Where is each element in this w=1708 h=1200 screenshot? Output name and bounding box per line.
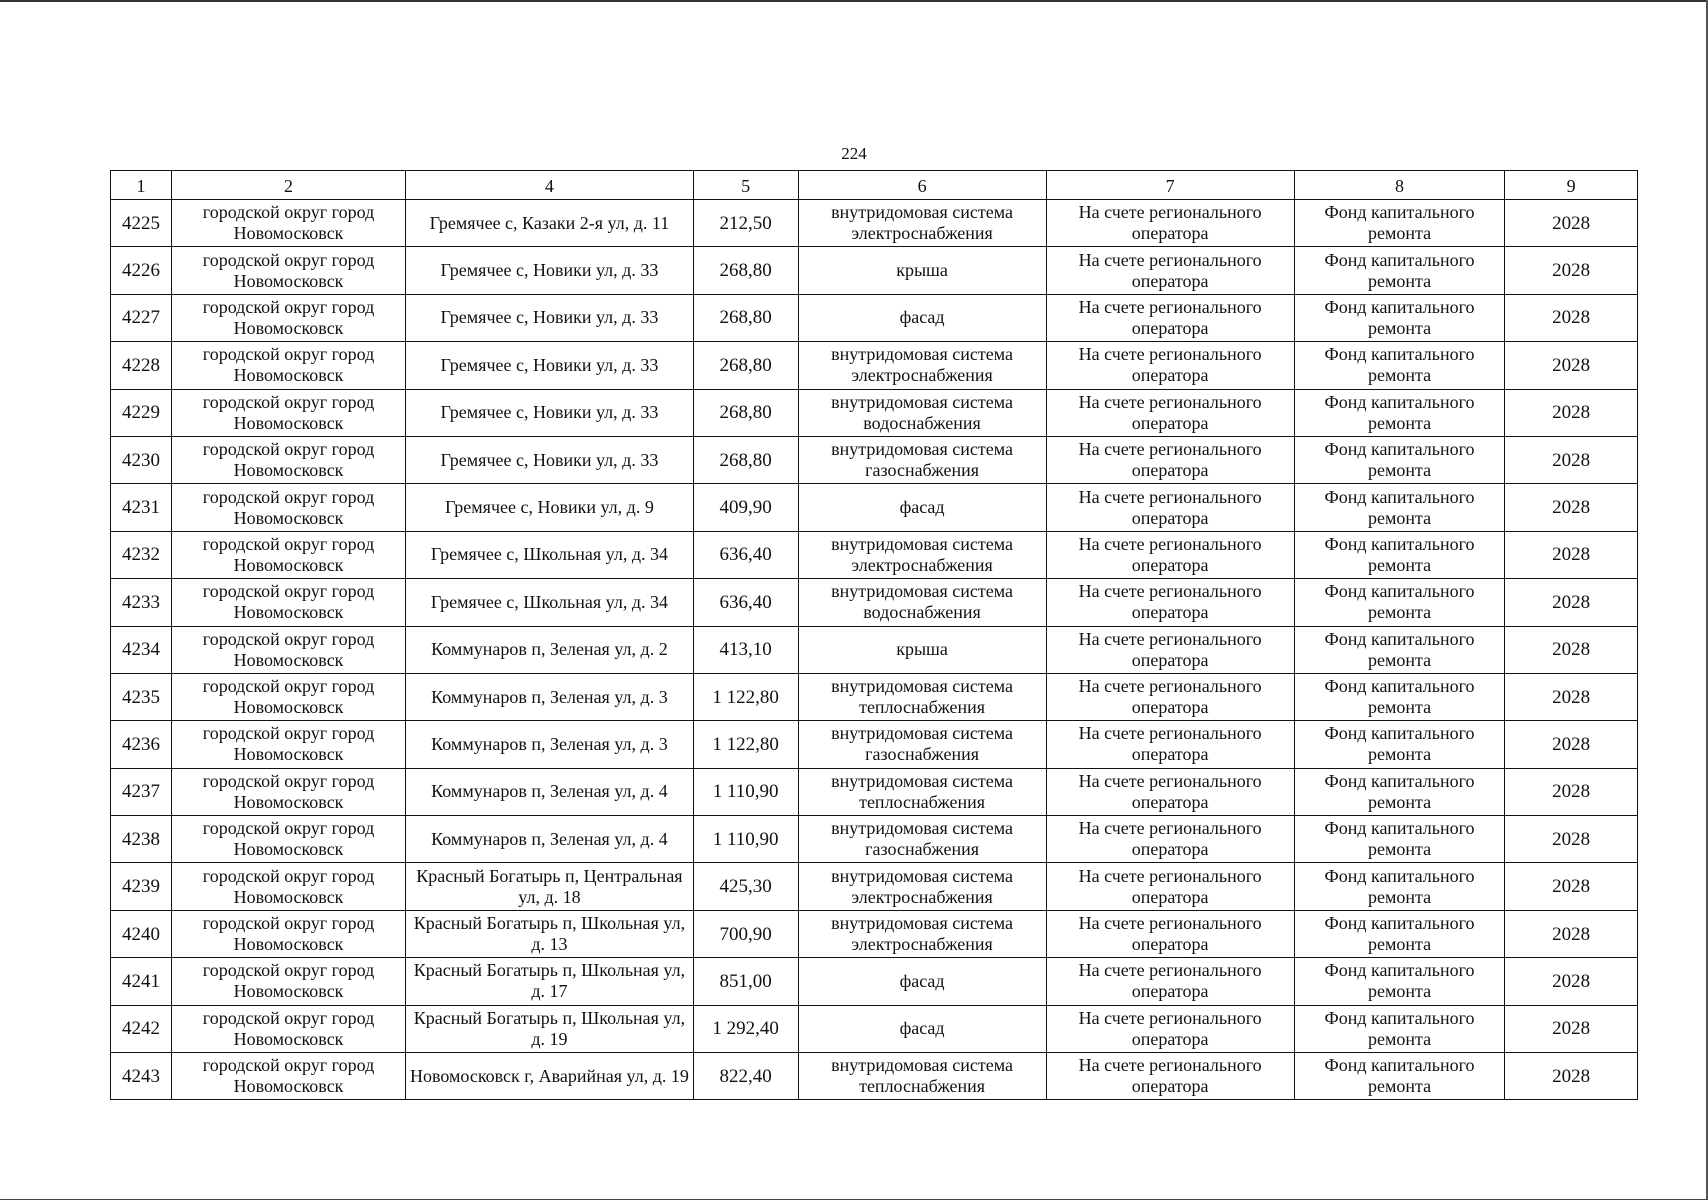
address-cell: Гремячее с, Казаки 2-я ул, д. 11 [406, 200, 694, 247]
row-number-cell: 4242 [111, 1005, 172, 1052]
row-number-cell: 4232 [111, 531, 172, 578]
address-cell: Коммунаров п, Зеленая ул, д. 2 [406, 626, 694, 673]
table-row [111, 1005, 1638, 1052]
fund-account-cell: На счете регионального оператора [1046, 958, 1294, 1005]
funding-source-cell: Фонд капитального ремонта [1294, 579, 1505, 626]
column-header: 9 [1505, 171, 1638, 200]
fund-account-cell: На счете регионального оператора [1046, 1005, 1294, 1052]
table-row [111, 910, 1638, 957]
fund-account-cell: На счете регионального оператора [1046, 294, 1294, 341]
table-row [111, 721, 1638, 768]
column-header: 4 [406, 171, 694, 200]
planned-year-cell: 2028 [1505, 200, 1638, 247]
table-row [111, 200, 1638, 247]
planned-year-cell: 2028 [1505, 436, 1638, 483]
structural-element-cell: внутридомовая система газоснабжения [798, 816, 1046, 863]
address-cell: Гремячее с, Школьная ул, д. 34 [406, 579, 694, 626]
column-header: 5 [693, 171, 798, 200]
page-number: 224 [841, 144, 867, 163]
structural-element-cell: внутридомовая система электроснабжения [798, 863, 1046, 910]
table-row [111, 863, 1638, 910]
area-cell: 636,40 [693, 531, 798, 578]
structural-element-cell: внутридомовая система теплоснабжения [798, 1053, 1046, 1100]
row-number-cell: 4225 [111, 200, 172, 247]
funding-source-cell: Фонд капитального ремонта [1294, 342, 1505, 389]
municipality-cell: городской округ город Новомосковск [171, 436, 405, 483]
area-cell: 822,40 [693, 1053, 798, 1100]
funding-source-cell: Фонд капитального ремонта [1294, 436, 1505, 483]
scan-border-top [0, 0, 1708, 2]
planned-year-cell: 2028 [1505, 247, 1638, 294]
planned-year-cell: 2028 [1505, 1053, 1638, 1100]
address-cell: Красный Богатырь п, Школьная ул, д. 13 [406, 910, 694, 957]
municipality-cell: городской округ город Новомосковск [171, 294, 405, 341]
municipality-cell: городской округ город Новомосковск [171, 200, 405, 247]
address-cell: Гремячее с, Школьная ул, д. 34 [406, 531, 694, 578]
row-number-cell: 4235 [111, 673, 172, 720]
area-cell: 268,80 [693, 436, 798, 483]
fund-account-cell: На счете регионального оператора [1046, 816, 1294, 863]
fund-account-cell: На счете регионального оператора [1046, 531, 1294, 578]
planned-year-cell: 2028 [1505, 579, 1638, 626]
funding-source-cell: Фонд капитального ремонта [1294, 1005, 1505, 1052]
table-row [111, 247, 1638, 294]
planned-year-cell: 2028 [1505, 1005, 1638, 1052]
area-cell: 268,80 [693, 247, 798, 294]
row-number-cell: 4234 [111, 626, 172, 673]
address-cell: Гремячее с, Новики ул, д. 33 [406, 389, 694, 436]
funding-source-cell: Фонд капитального ремонта [1294, 958, 1505, 1005]
planned-year-cell: 2028 [1505, 768, 1638, 815]
address-cell: Гремячее с, Новики ул, д. 33 [406, 342, 694, 389]
table-row [111, 294, 1638, 341]
table-row [111, 579, 1638, 626]
planned-year-cell: 2028 [1505, 342, 1638, 389]
column-header: 2 [171, 171, 405, 200]
fund-account-cell: На счете регионального оператора [1046, 910, 1294, 957]
planned-year-cell: 2028 [1505, 863, 1638, 910]
area-cell: 1 110,90 [693, 816, 798, 863]
table-row [111, 436, 1638, 483]
planned-year-cell: 2028 [1505, 626, 1638, 673]
funding-source-cell: Фонд капитального ремонта [1294, 910, 1505, 957]
funding-source-cell: Фонд капитального ремонта [1294, 626, 1505, 673]
row-number-cell: 4229 [111, 389, 172, 436]
planned-year-cell: 2028 [1505, 958, 1638, 1005]
structural-element-cell: крыша [798, 626, 1046, 673]
table-row [111, 389, 1638, 436]
area-cell: 851,00 [693, 958, 798, 1005]
table-row [111, 484, 1638, 531]
row-number-cell: 4237 [111, 768, 172, 815]
fund-account-cell: На счете регионального оператора [1046, 1053, 1294, 1100]
structural-element-cell: внутридомовая система электроснабжения [798, 200, 1046, 247]
area-cell: 212,50 [693, 200, 798, 247]
table-row [111, 958, 1638, 1005]
structural-element-cell: внутридомовая система газоснабжения [798, 436, 1046, 483]
funding-source-cell: Фонд капитального ремонта [1294, 673, 1505, 720]
funding-source-cell: Фонд капитального ремонта [1294, 389, 1505, 436]
municipality-cell: городской округ город Новомосковск [171, 958, 405, 1005]
row-number-cell: 4233 [111, 579, 172, 626]
address-cell: Красный Богатырь п, Школьная ул, д. 19 [406, 1005, 694, 1052]
funding-source-cell: Фонд капитального ремонта [1294, 294, 1505, 341]
funding-source-cell: Фонд капитального ремонта [1294, 484, 1505, 531]
municipality-cell: городской округ город Новомосковск [171, 673, 405, 720]
table-header-row [111, 171, 1638, 200]
municipality-cell: городской округ город Новомосковск [171, 626, 405, 673]
table-row [111, 673, 1638, 720]
fund-account-cell: На счете регионального оператора [1046, 863, 1294, 910]
planned-year-cell: 2028 [1505, 673, 1638, 720]
row-number-cell: 4236 [111, 721, 172, 768]
planned-year-cell: 2028 [1505, 910, 1638, 957]
area-cell: 268,80 [693, 389, 798, 436]
funding-source-cell: Фонд капитального ремонта [1294, 247, 1505, 294]
address-cell: Красный Богатырь п, Центральная ул, д. 18 [406, 863, 694, 910]
area-cell: 409,90 [693, 484, 798, 531]
structural-element-cell: внутридомовая система водоснабжения [798, 389, 1046, 436]
structural-element-cell: крыша [798, 247, 1046, 294]
structural-element-cell: фасад [798, 294, 1046, 341]
address-cell: Новомосковск г, Аварийная ул, д. 19 [406, 1053, 694, 1100]
address-cell: Коммунаров п, Зеленая ул, д. 3 [406, 673, 694, 720]
address-cell: Гремячее с, Новики ул, д. 33 [406, 436, 694, 483]
funding-source-cell: Фонд капитального ремонта [1294, 1053, 1505, 1100]
municipality-cell: городской округ город Новомосковск [171, 721, 405, 768]
row-number-cell: 4230 [111, 436, 172, 483]
structural-element-cell: внутридомовая система электроснабжения [798, 342, 1046, 389]
funding-source-cell: Фонд капитального ремонта [1294, 768, 1505, 815]
structural-element-cell: внутридомовая система электроснабжения [798, 531, 1046, 578]
funding-source-cell: Фонд капитального ремонта [1294, 531, 1505, 578]
area-cell: 425,30 [693, 863, 798, 910]
row-number-cell: 4239 [111, 863, 172, 910]
municipality-cell: городской округ город Новомосковск [171, 531, 405, 578]
address-cell: Красный Богатырь п, Школьная ул, д. 17 [406, 958, 694, 1005]
planned-year-cell: 2028 [1505, 294, 1638, 341]
row-number-cell: 4243 [111, 1053, 172, 1100]
planned-year-cell: 2028 [1505, 389, 1638, 436]
fund-account-cell: На счете регионального оператора [1046, 484, 1294, 531]
planned-year-cell: 2028 [1505, 531, 1638, 578]
table-row [111, 816, 1638, 863]
fund-account-cell: На счете регионального оператора [1046, 436, 1294, 483]
funding-source-cell: Фонд капитального ремонта [1294, 721, 1505, 768]
fund-account-cell: На счете регионального оператора [1046, 673, 1294, 720]
row-number-cell: 4241 [111, 958, 172, 1005]
table-row [111, 626, 1638, 673]
municipality-cell: городской округ город Новомосковск [171, 1005, 405, 1052]
row-number-cell: 4238 [111, 816, 172, 863]
row-number-cell: 4226 [111, 247, 172, 294]
column-header: 6 [798, 171, 1046, 200]
area-cell: 268,80 [693, 342, 798, 389]
address-cell: Коммунаров п, Зеленая ул, д. 4 [406, 816, 694, 863]
column-header: 1 [111, 171, 172, 200]
planned-year-cell: 2028 [1505, 484, 1638, 531]
area-cell: 636,40 [693, 579, 798, 626]
municipality-cell: городской округ город Новомосковск [171, 910, 405, 957]
area-cell: 1 292,40 [693, 1005, 798, 1052]
row-number-cell: 4240 [111, 910, 172, 957]
capital-repair-table [110, 170, 1638, 1100]
structural-element-cell: фасад [798, 958, 1046, 1005]
funding-source-cell: Фонд капитального ремонта [1294, 863, 1505, 910]
municipality-cell: городской округ город Новомосковск [171, 816, 405, 863]
municipality-cell: городской округ город Новомосковск [171, 579, 405, 626]
municipality-cell: городской округ город Новомосковск [171, 1053, 405, 1100]
municipality-cell: городской округ город Новомосковск [171, 247, 405, 294]
fund-account-cell: На счете регионального оператора [1046, 626, 1294, 673]
municipality-cell: городской округ город Новомосковск [171, 863, 405, 910]
address-cell: Гремячее с, Новики ул, д. 33 [406, 247, 694, 294]
structural-element-cell: внутридомовая система газоснабжения [798, 721, 1046, 768]
municipality-cell: городской округ город Новомосковск [171, 389, 405, 436]
planned-year-cell: 2028 [1505, 721, 1638, 768]
table-row [111, 768, 1638, 815]
municipality-cell: городской округ город Новомосковск [171, 342, 405, 389]
area-cell: 268,80 [693, 294, 798, 341]
address-cell: Гремячее с, Новики ул, д. 33 [406, 294, 694, 341]
structural-element-cell: фасад [798, 1005, 1046, 1052]
table-row [111, 531, 1638, 578]
row-number-cell: 4227 [111, 294, 172, 341]
row-number-cell: 4228 [111, 342, 172, 389]
area-cell: 700,90 [693, 910, 798, 957]
municipality-cell: городской округ город Новомосковск [171, 484, 405, 531]
structural-element-cell: внутридомовая система теплоснабжения [798, 768, 1046, 815]
table-row [111, 342, 1638, 389]
funding-source-cell: Фонд капитального ремонта [1294, 200, 1505, 247]
address-cell: Коммунаров п, Зеленая ул, д. 3 [406, 721, 694, 768]
fund-account-cell: На счете регионального оператора [1046, 721, 1294, 768]
area-cell: 1 110,90 [693, 768, 798, 815]
column-header: 7 [1046, 171, 1294, 200]
fund-account-cell: На счете регионального оператора [1046, 768, 1294, 815]
planned-year-cell: 2028 [1505, 816, 1638, 863]
address-cell: Гремячее с, Новики ул, д. 9 [406, 484, 694, 531]
table-row [111, 1053, 1638, 1100]
structural-element-cell: внутридомовая система электроснабжения [798, 910, 1046, 957]
municipality-cell: городской округ город Новомосковск [171, 768, 405, 815]
column-header: 8 [1294, 171, 1505, 200]
structural-element-cell: внутридомовая система теплоснабжения [798, 673, 1046, 720]
row-number-cell: 4231 [111, 484, 172, 531]
area-cell: 1 122,80 [693, 721, 798, 768]
address-cell: Коммунаров п, Зеленая ул, д. 4 [406, 768, 694, 815]
area-cell: 1 122,80 [693, 673, 798, 720]
structural-element-cell: внутридомовая система водоснабжения [798, 579, 1046, 626]
fund-account-cell: На счете регионального оператора [1046, 579, 1294, 626]
fund-account-cell: На счете регионального оператора [1046, 389, 1294, 436]
funding-source-cell: Фонд капитального ремонта [1294, 816, 1505, 863]
fund-account-cell: На счете регионального оператора [1046, 200, 1294, 247]
fund-account-cell: На счете регионального оператора [1046, 342, 1294, 389]
structural-element-cell: фасад [798, 484, 1046, 531]
area-cell: 413,10 [693, 626, 798, 673]
fund-account-cell: На счете регионального оператора [1046, 247, 1294, 294]
